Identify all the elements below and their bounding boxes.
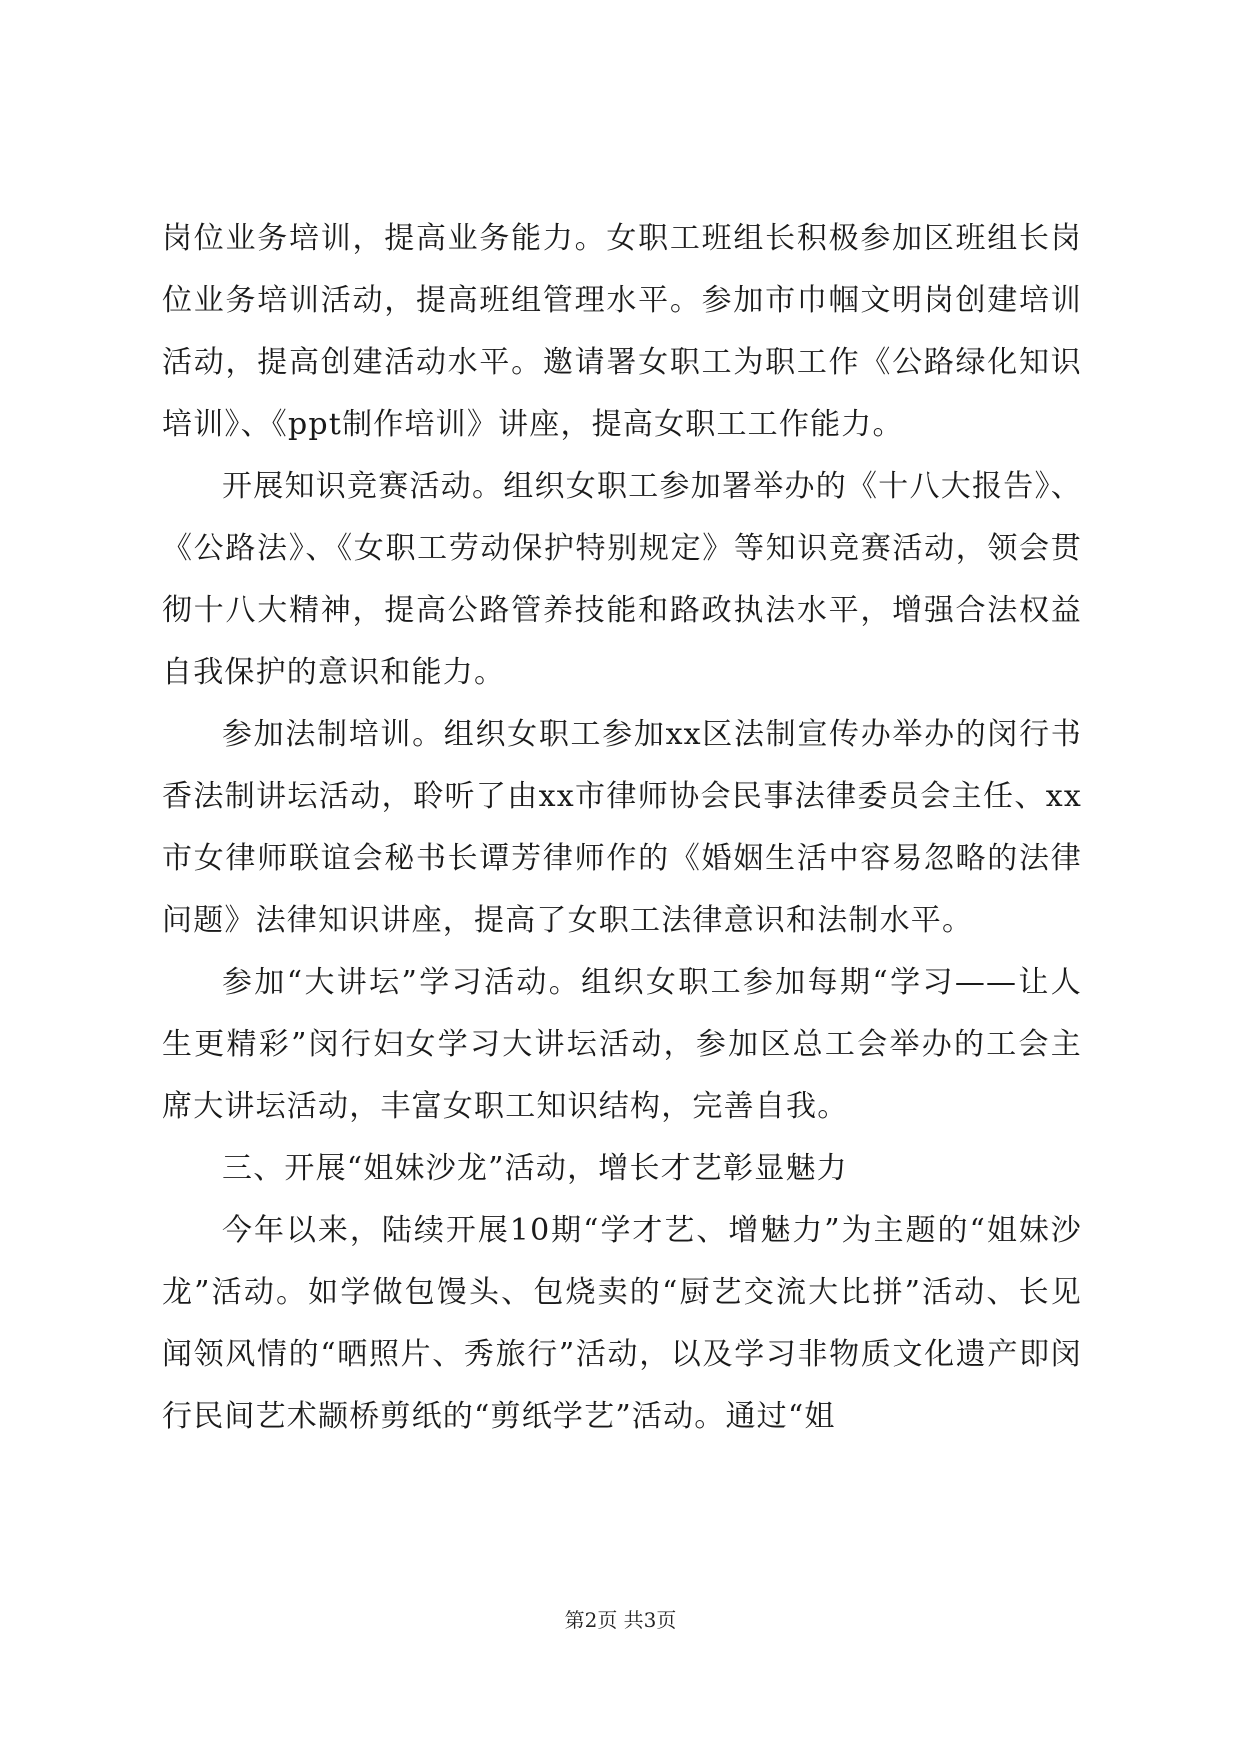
page-number-footer: 第2页 共3页: [564, 1608, 677, 1632]
paragraph-legal-training: 参加法制培训。组织女职工参加xx区法制宣传办举办的闵行书香法制讲坛活动，聆听了由xx市律师协会民事法律委员会主任、xx市女律师联谊会秘书长谭芳律师作的《婚姻生活中容易忽略的法律问题》法律知识讲座，提高了女职工法律意识和法制水平。: [162, 717, 1082, 938]
document-body: [162, 208, 1082, 1448]
paragraph-knowledge-contest: 开展知识竞赛活动。组织女职工参加署举办的《十八大报告》、《公路法》、《女职工劳动保护特别规定》等知识竞赛活动，领会贯彻十八大精神，提高公路管养技能和路政执法水平，增强合法权益自我保护的意识和能力。: [162, 469, 1082, 690]
section-heading-sisters-salon: 三、开展“姐妹沙龙”活动，增长才艺彰显魅力: [222, 1151, 848, 1186]
paragraph-lecture-forum: 参加“大讲坛”学习活动。组织女职工参加每期“学习——让人生更精彩”闵行妇女学习大讲坛活动，参加区总工会举办的工会主席大讲坛活动，丰富女职工知识结构，完善自我。: [162, 965, 1082, 1124]
paragraph-training: 岗位业务培训，提高业务能力。女职工班组长积极参加区班组长岗位业务培训活动，提高班组管理水平。参加市巾帼文明岗创建培训活动，提高创建活动水平。邀请署女职工为职工作《公路绿化知识培训》、《ppt制作培训》讲座，提高女职工工作能力。: [162, 221, 1082, 442]
paragraph-sisters-salon: 今年以来，陆续开展10期“学才艺、增魅力”为主题的“姐妹沙龙”活动。如学做包馒头、包烧卖的“厨艺交流大比拼”活动、长见闻领风情的“晒照片、秀旅行”活动，以及学习非物质文化遗产即闵行民间艺术颛桥剪纸的“剪纸学艺”活动。通过“姐: [162, 1213, 1082, 1434]
